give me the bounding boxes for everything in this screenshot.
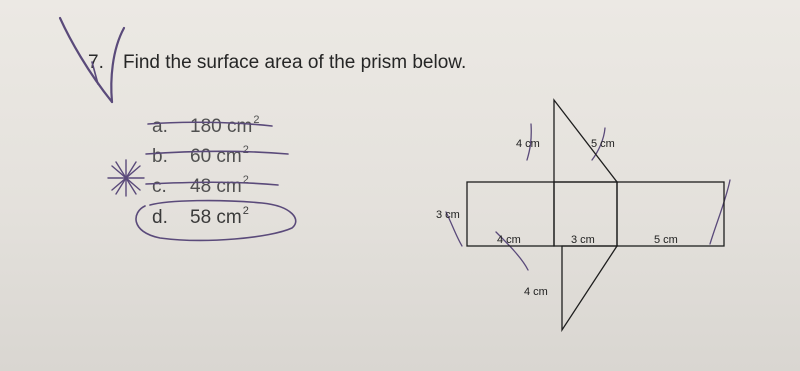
- choice-d-value: 58 cm: [190, 207, 242, 228]
- label-triangle-bottom-left: 4 cm: [524, 286, 548, 298]
- label-rect-bottom-2: 3 cm: [571, 234, 595, 246]
- choice-a-letter: a.: [152, 116, 168, 137]
- label-triangle-top-right: 5 cm: [591, 138, 615, 150]
- choice-b-letter: b.: [152, 146, 168, 167]
- net-triangle-bottom: [562, 246, 617, 330]
- choice-c-value: 48 cm: [190, 176, 242, 197]
- label-triangle-top-left: 4 cm: [516, 138, 540, 150]
- label-left-side: 3 cm: [436, 209, 460, 221]
- choice-d-letter: d.: [152, 207, 168, 228]
- choice-c-letter: c.: [152, 176, 167, 197]
- label-rect-bottom-3: 5 cm: [654, 234, 678, 246]
- question-text: Find the surface area of the prism below.: [123, 52, 467, 73]
- question-number: 7.: [88, 52, 104, 73]
- choice-d-exponent: 2: [242, 205, 249, 217]
- choice-b-value: 60 cm: [190, 146, 242, 167]
- choice-b-exponent: 2: [242, 144, 249, 156]
- label-rect-bottom-1: 4 cm: [497, 234, 521, 246]
- choice-c-exponent: 2: [242, 174, 249, 186]
- choice-a-value: 180 cm: [190, 116, 253, 137]
- choice-a-exponent: 2: [253, 114, 260, 126]
